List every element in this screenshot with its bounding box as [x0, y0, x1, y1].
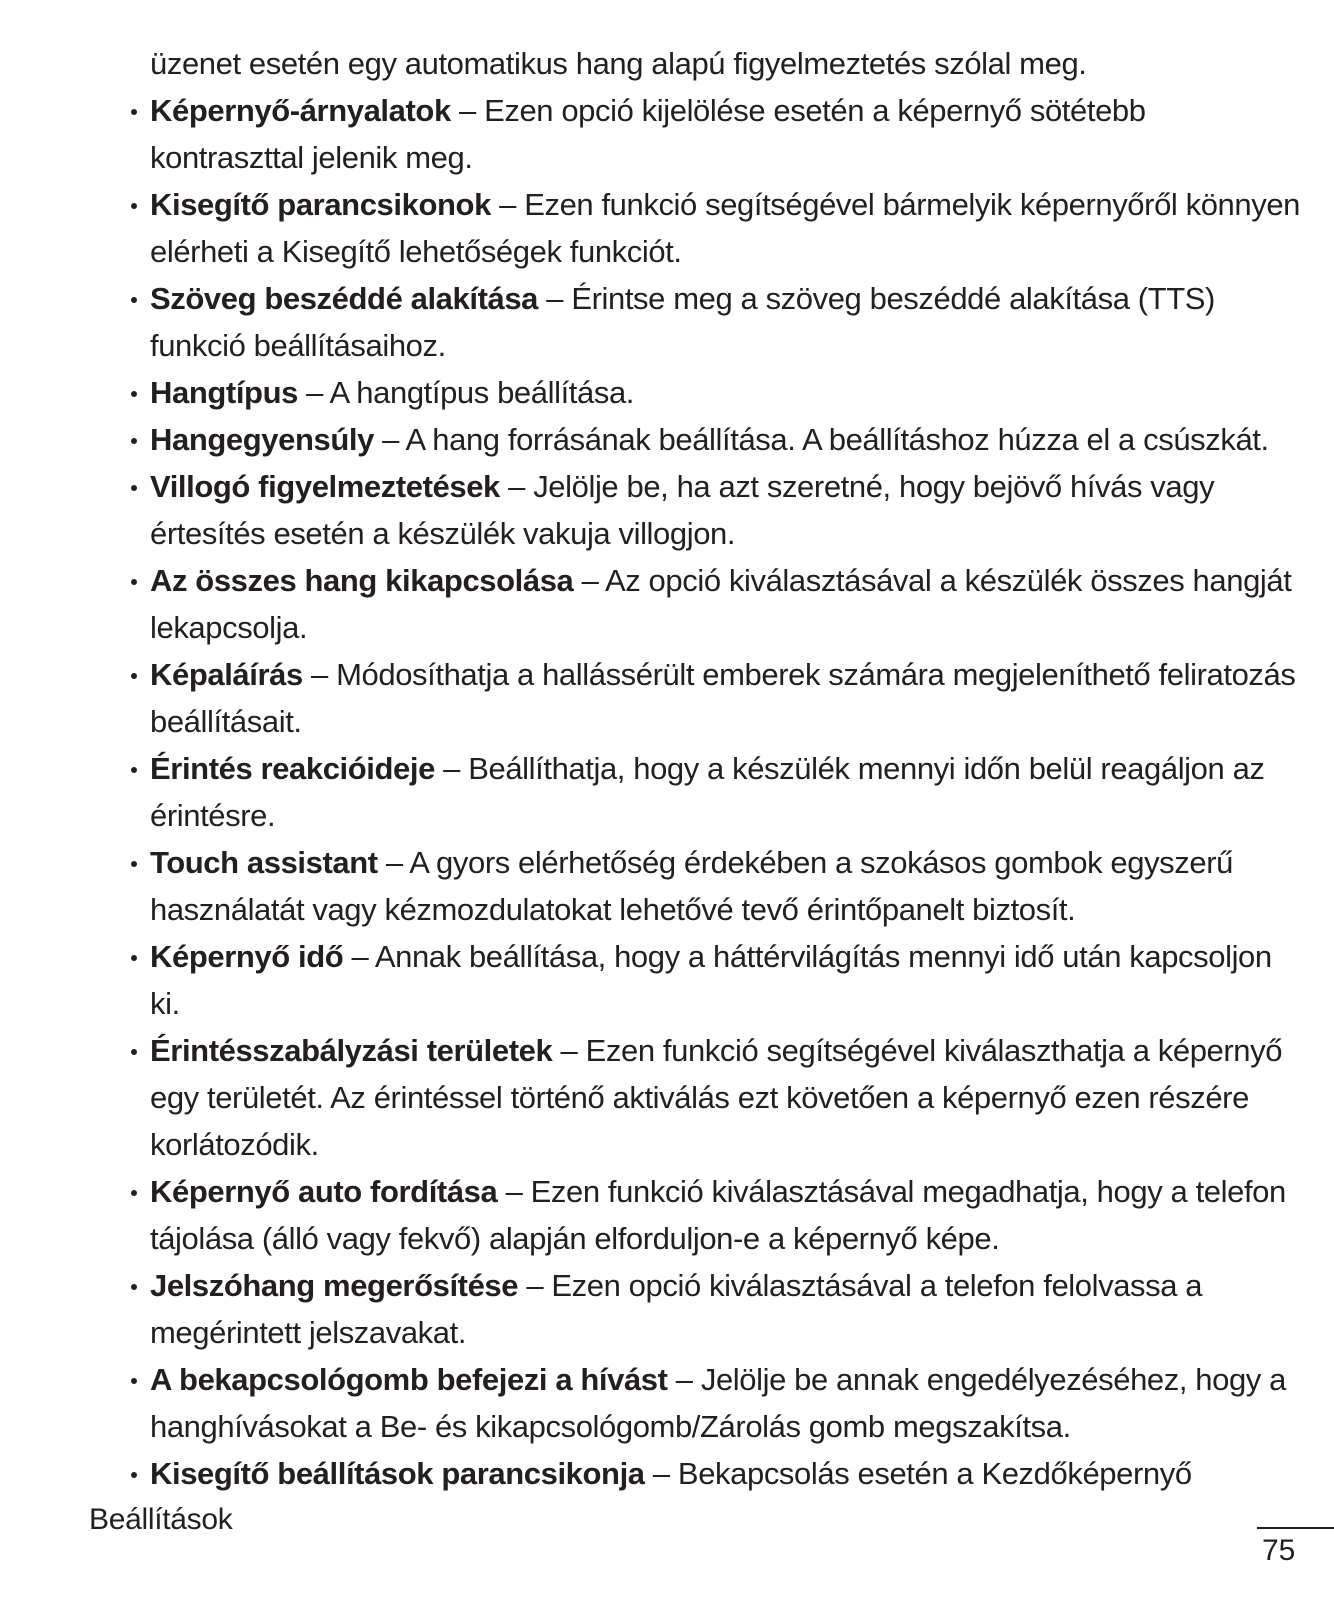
list-item	[150, 369, 1300, 416]
item-description: Az opció kiválasztásával a készülék összes hangját lekapcsolja.	[150, 563, 1292, 645]
item-term: Kisegítő beállítások parancsikonja	[150, 1456, 645, 1491]
item-separator: –	[538, 281, 572, 316]
item-description: Érintse meg a szöveg beszéddé alakítása (TTS) funkció beállításaihoz.	[150, 281, 1215, 363]
item-term: Érintés reakcióideje	[150, 751, 435, 786]
item-separator: –	[644, 1456, 678, 1491]
list-item	[150, 933, 1300, 1027]
item-separator: –	[573, 563, 605, 598]
item-description: Ezen funkció segítségével kiválaszthatja a képernyő egy területét. Az érintéssel történő aktiválás ezt követően a képernyő ezen részére korlátozódik.	[150, 1033, 1283, 1162]
item-term: Az összes hang kikapcsolása	[150, 563, 574, 598]
item-separator: –	[490, 187, 525, 222]
list-item	[150, 1262, 1300, 1356]
item-separator: –	[450, 93, 485, 128]
item-separator: –	[297, 375, 330, 410]
page-content	[150, 40, 1300, 1497]
item-description: Ezen opció kiválasztásával a telefon felolvassa a megérintett jelszavakat.	[150, 1268, 1203, 1350]
item-description: Beállíthatja, hogy a készülék mennyi időn belül reagáljon az érintésre.	[150, 751, 1265, 833]
item-term: Képaláírás	[150, 657, 303, 692]
list-item	[150, 745, 1300, 839]
list-item	[150, 651, 1300, 745]
item-separator: –	[499, 469, 534, 504]
item-description: Annak beállítása, hogy a háttérvilágítás mennyi idő után kapcsoljon ki.	[150, 939, 1272, 1021]
list-item	[150, 1027, 1300, 1168]
item-separator: –	[552, 1033, 586, 1068]
item-term: Touch assistant	[150, 845, 378, 880]
list-item	[150, 1356, 1300, 1450]
item-description: Ezen funkció kiválasztásával megadhatja, hogy a telefon tájolása (álló vagy fekvő) alapján elforduljon-e a képernyő képe.	[150, 1174, 1286, 1256]
list-item	[150, 1450, 1300, 1497]
list-item	[150, 87, 1300, 181]
item-description: Ezen funkció segítségével bármelyik képernyőről könnyen elérheti a Kisegítő lehetőségek funkciót.	[150, 187, 1301, 269]
item-term: A bekapcsológomb befejezi a hívást	[150, 1362, 668, 1397]
item-term: Jelszóhang megerősítése	[150, 1268, 519, 1303]
footer-section-title: Beállítások	[89, 1503, 233, 1536]
list-item	[150, 416, 1300, 463]
item-separator: –	[667, 1362, 701, 1397]
footer-divider	[1257, 1527, 1334, 1529]
item-term: Képernyő auto fordítása	[150, 1174, 498, 1209]
item-term: Képernyő-árnyalatok	[150, 93, 451, 128]
item-description: A hang forrásának beállítása. A beállításhoz húzza el a csúszkát.	[405, 422, 1269, 457]
item-description: Módosíthatja a hallássérült emberek számára megjeleníthető feliratozás beállításait.	[150, 657, 1296, 739]
item-term: Hangegyensúly	[150, 422, 374, 457]
item-separator: –	[302, 657, 337, 692]
page-number: 75	[1262, 1534, 1296, 1567]
item-description: Jelölje be annak engedélyezéséhez, hogy a hanghívásokat a Be- és kikapcsológomb/Zárolás gomb megszakítsa.	[150, 1362, 1286, 1444]
list-item	[150, 275, 1300, 369]
item-separator: –	[343, 939, 375, 974]
item-description: Bekapcsolás esetén a Kezdőképernyő	[677, 1456, 1192, 1491]
list-item	[150, 839, 1300, 933]
list-item	[150, 181, 1300, 275]
item-term: Érintésszabályzási területek	[150, 1033, 553, 1068]
settings-list	[150, 87, 1300, 1497]
item-description: Ezen opció kijelölése esetén a képernyő sötétebb kontraszttal jelenik meg.	[150, 93, 1146, 175]
list-item	[150, 463, 1300, 557]
item-separator: –	[518, 1268, 552, 1303]
list-item	[150, 1168, 1300, 1262]
item-term: Villogó figyelmeztetések	[150, 469, 500, 504]
item-term: Szöveg beszéddé alakítása	[150, 281, 539, 316]
item-description: Jelölje be, ha azt szeretné, hogy bejövő hívás vagy értesítés esetén a készülék vakuja villogjon.	[150, 469, 1215, 551]
intro-paragraph: üzenet esetén egy automatikus hang alapú figyelmeztetés szólal meg.	[150, 46, 1087, 81]
item-separator: –	[434, 751, 469, 786]
item-separator: –	[497, 1174, 531, 1209]
item-separator: –	[373, 422, 406, 457]
item-term: Kisegítő parancsikonok	[150, 187, 491, 222]
item-term: Hangtípus	[150, 375, 298, 410]
item-description: A hangtípus beállítása.	[329, 375, 634, 410]
item-description: A gyors elérhetőség érdekében a szokásos gombok egyszerű használatát vagy kézmozdulatokat lehetővé tevő érintőpanelt biztosít.	[150, 845, 1233, 927]
item-separator: –	[377, 845, 410, 880]
list-item	[150, 557, 1300, 651]
item-term: Képernyő idő	[150, 939, 344, 974]
